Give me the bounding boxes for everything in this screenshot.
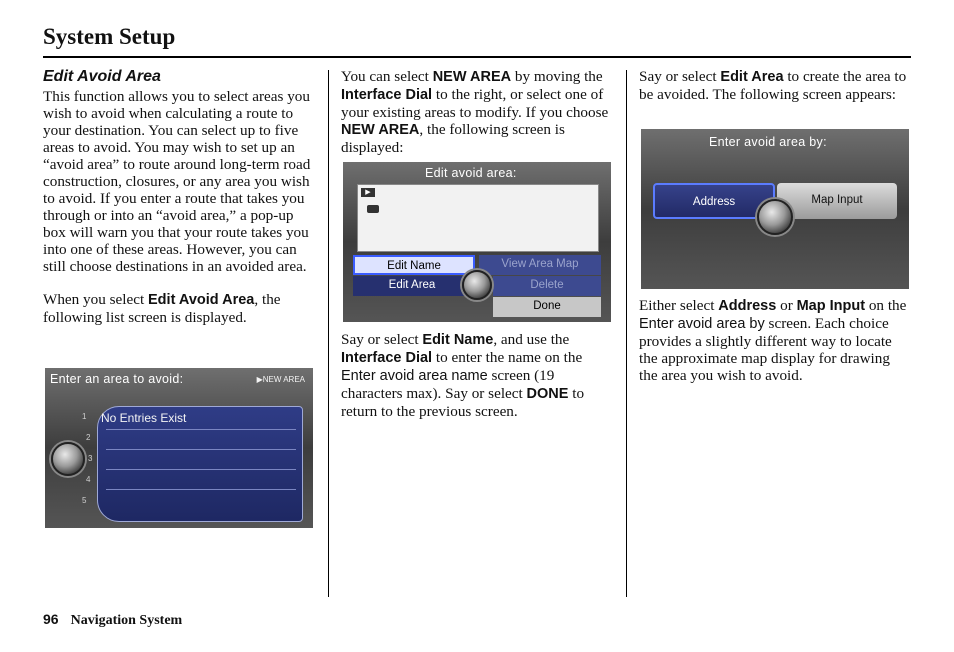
- avoid-area-list-screen: [45, 368, 313, 528]
- new-area-button[interactable]: ▶NEW AREA: [256, 375, 305, 384]
- intro-paragraph: This function allows you to select areas you wish to avoid when calculating a route to your destination. You can select up to five areas to avoid. You may wish to set up an “avoid area” to route around long-term road construction, closures, or any area you wish to avoid. If you enter a route that takes you through or into an “avoid area,” a pop-up box will warn you that your route takes you into one of these areas. However, you can still choose destinations in an avoided area.: [43, 88, 311, 275]
- column-2-lower: [341, 331, 613, 420]
- edit-name-paragraph: Say or select Edit Name, and use the Interface Dial to enter the name on the Enter avoid area name screen (19 characters max). Say or select DONE to return to the previous screen.: [341, 331, 585, 420]
- row-number: 1: [82, 412, 87, 421]
- play-arrow-icon: ▶: [256, 375, 263, 384]
- column-divider-1: [328, 70, 329, 597]
- page-number: 96: [43, 611, 59, 627]
- row-number: 4: [86, 475, 91, 484]
- screen-title: Enter an area to avoid:: [50, 372, 184, 386]
- edit-name-button[interactable]: Edit Name: [353, 255, 475, 275]
- column-divider-2: [626, 70, 627, 597]
- interface-dial-icon: [757, 199, 793, 235]
- page-footer: [43, 611, 182, 629]
- row-divider: [106, 449, 296, 450]
- column-3-lower: [639, 297, 911, 384]
- address-button[interactable]: Address: [653, 183, 775, 219]
- footer-section: Navigation System: [70, 613, 183, 628]
- row-number: 5: [82, 496, 87, 505]
- list-screen-paragraph: When you select Edit Avoid Area, the following list screen is displayed.: [43, 291, 281, 326]
- row-divider: [106, 469, 296, 470]
- row-divider: [106, 429, 296, 430]
- header-rule: [43, 56, 911, 58]
- interface-dial-icon: [462, 270, 492, 300]
- map-input-button[interactable]: Map Input: [777, 183, 897, 219]
- edit-area-paragraph: Say or select Edit Area to create the area to be avoided. The following screen appears:: [639, 68, 907, 103]
- destination-icon: ▶: [361, 188, 375, 197]
- row-divider: [106, 489, 296, 490]
- row-number: 2: [86, 433, 91, 442]
- interface-dial-icon: [51, 442, 85, 476]
- column-3: [639, 68, 911, 103]
- info-panel: [357, 184, 599, 252]
- choice-paragraph: Either select Address or Map Input on the Enter avoid area by screen. Each choice provides a slightly different way to locate the approximate map display for drawing the area you wish to avoid.: [639, 297, 907, 384]
- entry-list-panel: [97, 406, 303, 522]
- new-area-paragraph: You can select NEW AREA by moving the Interface Dial to the right, or select one of your existing areas to modify. If you choose NEW AREA, the following screen is displayed:: [341, 68, 609, 156]
- delete-button[interactable]: Delete: [493, 276, 601, 296]
- edit-avoid-area-term: Edit Avoid Area: [148, 292, 255, 308]
- area-icon: [367, 205, 379, 213]
- edit-avoid-area-screen: [343, 162, 611, 322]
- done-button[interactable]: Done: [493, 297, 601, 317]
- edit-area-button[interactable]: Edit Area: [353, 276, 471, 296]
- enter-avoid-area-by-screen: [641, 129, 909, 289]
- column-1: [43, 68, 315, 326]
- section-subhead: Edit Avoid Area: [43, 68, 161, 85]
- view-area-map-button[interactable]: View Area Map: [479, 255, 601, 275]
- page-title: System Setup: [43, 24, 176, 49]
- screen-title: Edit avoid area:: [425, 166, 517, 180]
- row-number: 3: [88, 454, 93, 463]
- list-item[interactable]: No Entries Exist: [101, 411, 187, 425]
- column-2: [341, 68, 613, 156]
- screen-title: Enter avoid area by:: [709, 135, 827, 149]
